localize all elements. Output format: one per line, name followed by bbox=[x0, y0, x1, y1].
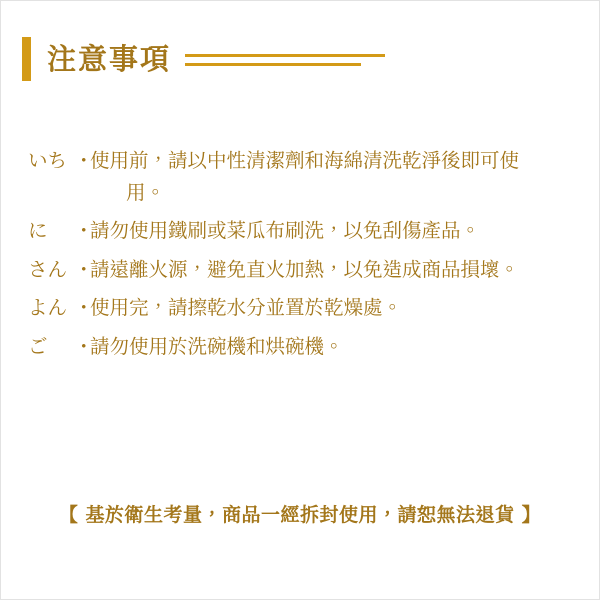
list-item-bullet: ・ bbox=[74, 219, 94, 243]
list-item-text-line1: 請勿使用於洗碗機和烘碗機。 bbox=[90, 334, 344, 358]
header-rule-top bbox=[185, 54, 385, 57]
list-item-text-line1: 使用完，請擦乾水分並置於乾燥處。 bbox=[90, 296, 403, 320]
notes-list bbox=[0, 145, 600, 369]
list-item-text bbox=[90, 254, 576, 286]
page-title: 注意事項 bbox=[47, 41, 172, 76]
header-accent-bar bbox=[22, 37, 31, 81]
list-item-bullet: ・ bbox=[74, 296, 94, 320]
list-item-text bbox=[90, 292, 576, 324]
list-item-text bbox=[90, 331, 576, 363]
header-rule-group bbox=[185, 54, 385, 66]
list-item bbox=[28, 331, 576, 363]
return-policy-note: 【 基於衛生考量，商品一經拆封使用，請恕無法退貨 】 bbox=[58, 504, 542, 526]
list-item-text bbox=[90, 145, 576, 208]
list-item bbox=[28, 145, 576, 208]
list-item-marker: いち bbox=[28, 149, 68, 172]
list-item bbox=[28, 215, 576, 247]
list-item-bullet: ・ bbox=[74, 149, 94, 172]
header bbox=[0, 34, 600, 84]
list-item-marker: さん bbox=[28, 257, 68, 281]
list-item-marker: に bbox=[28, 219, 48, 243]
list-item-text bbox=[90, 215, 576, 247]
list-item-marker: ご bbox=[28, 334, 48, 358]
list-item-text-line1: 請遠離火源，避免直火加熱，以免造成商品損壞。 bbox=[90, 257, 520, 281]
list-item-text-line2: 用。 bbox=[126, 180, 166, 204]
list-item-marker: よん bbox=[28, 296, 68, 320]
header-rule-bottom bbox=[185, 63, 361, 66]
list-item bbox=[28, 292, 576, 324]
list-item-text-line1: 請勿使用鐵刷或菜瓜布刷洗，以免刮傷產品。 bbox=[90, 219, 481, 243]
list-item bbox=[28, 254, 576, 286]
list-item-bullet: ・ bbox=[74, 334, 94, 358]
list-item-text-line1: 使用前，請以中性清潔劑和海綿清洗乾淨後即可使 bbox=[90, 149, 520, 172]
list-item-bullet: ・ bbox=[74, 257, 94, 281]
